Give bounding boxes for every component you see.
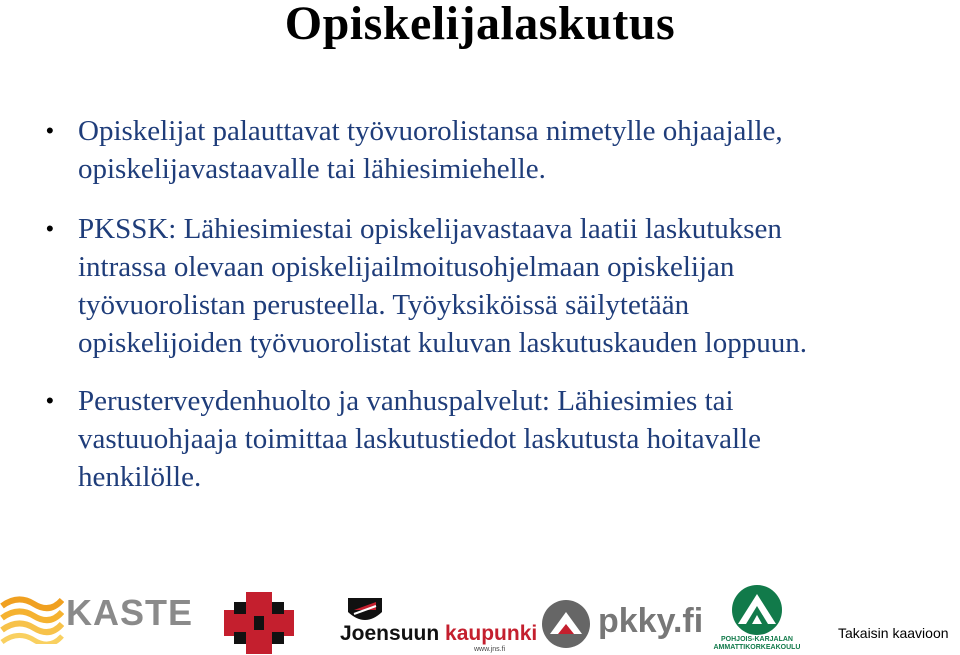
bullet-marker: •	[46, 388, 54, 413]
back-to-chart-link[interactable]: Takaisin kaavioon	[838, 625, 949, 641]
red-cross-logo-icon	[224, 592, 294, 654]
bullet-line: PKSSK: Lähiesimiestai opiskelijavastaava laatii laskutuksen	[78, 213, 782, 245]
pkamk-line: POHJOIS-KARJALAN	[721, 636, 793, 643]
bullet-line: työvuorolistan perusteella. Työyksiköissä säilytetään	[78, 289, 690, 321]
logo-strip	[0, 582, 960, 655]
bullet-item	[46, 382, 938, 496]
bullet-item	[46, 112, 938, 188]
pkky-logo-text: pkky.fi	[598, 602, 704, 640]
bullet-marker: •	[46, 216, 54, 241]
bullet-item	[46, 210, 938, 362]
pkamk-line: AMMATTIKORKEAKOULU	[713, 644, 801, 651]
bullet-line: Opiskelijat palauttavat työvuorolistansa nimetylle ohjaajalle,	[78, 115, 783, 147]
bullet-line: intrassa olevaan opiskelijailmoitusohjelmaan opiskelijan	[78, 251, 735, 283]
page-title: Opiskelijalaskutus	[284, 0, 676, 50]
joensuu-kaupunki: kaupunki	[445, 622, 538, 645]
joensuu-url: www.jns.fi	[474, 646, 506, 653]
bullet-line: vastuuohjaaja toimittaa laskutustiedot laskutusta hoitavalle	[78, 423, 761, 455]
bullet-line: opiskelijavastaavalle tai lähiesimiehelle.	[78, 153, 546, 185]
joensuu-name: Joensuun	[340, 622, 440, 645]
pkky-logo-icon	[540, 598, 592, 650]
bullet-line: opiskelijoiden työvuorolistat kuluvan laskutuskauden loppuun.	[78, 327, 807, 359]
kaste-logo-icon	[0, 590, 64, 644]
bullet-marker: •	[46, 118, 54, 143]
kaste-logo-text: KASTE	[66, 592, 194, 633]
joensuu-logo-text	[340, 622, 537, 646]
pkamk-logo-text	[712, 636, 802, 652]
pkamk-logo-icon	[724, 584, 790, 636]
bullet-line: henkilölle.	[78, 461, 202, 493]
bullet-line: Perusterveydenhuolto ja vanhuspalvelut: Lähiesimies tai	[78, 385, 734, 417]
